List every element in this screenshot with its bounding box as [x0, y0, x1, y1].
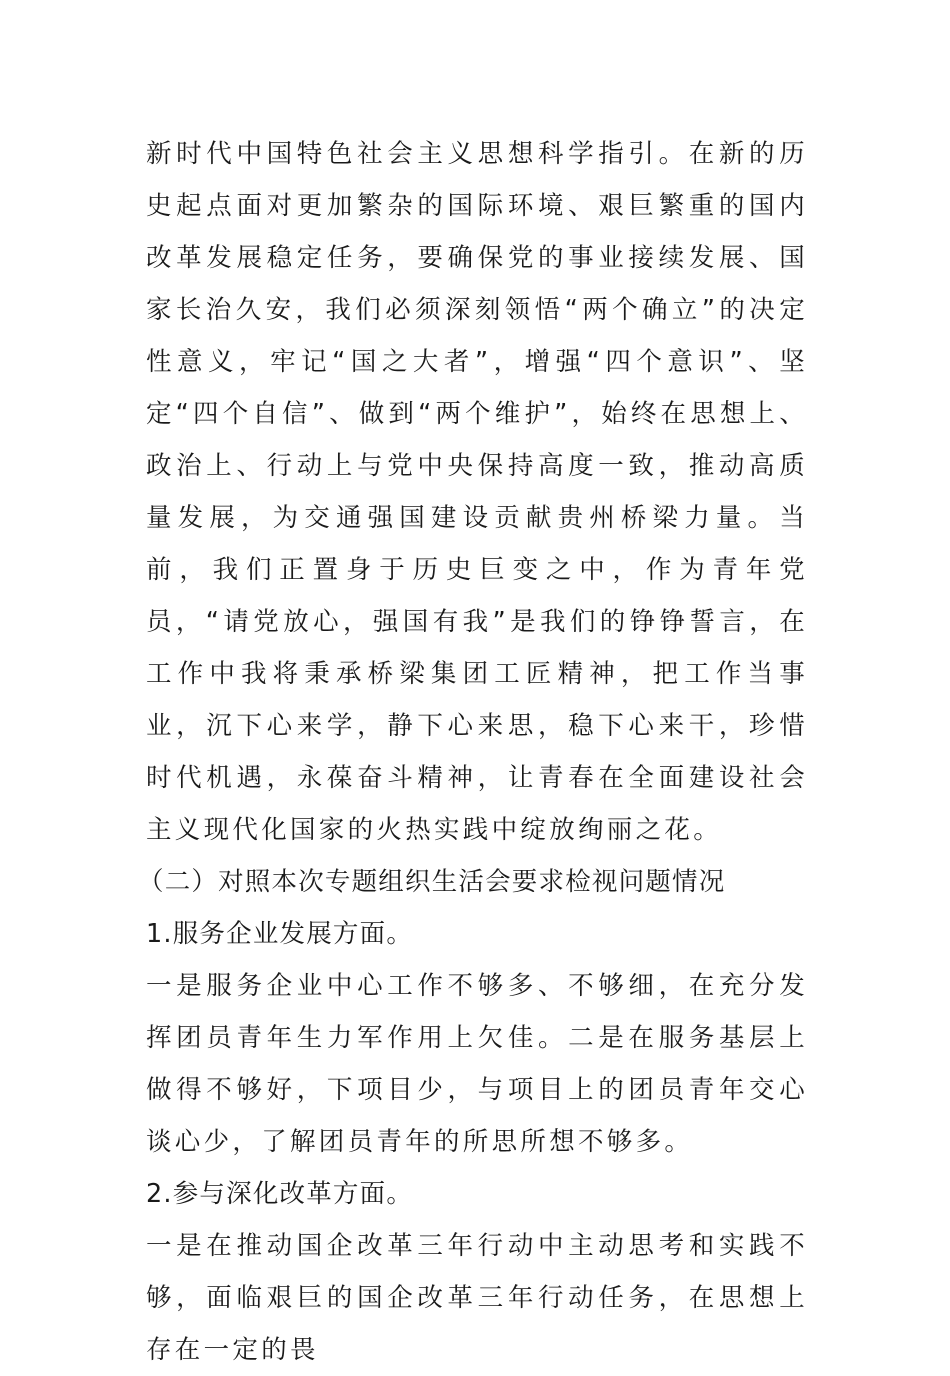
section-heading: （二）对照本次专题组织生活会要求检视问题情况 [138, 867, 726, 897]
item-title-reform: 2.参与深化改革方面。 [146, 1179, 414, 1209]
document-body [138, 128, 808, 1376]
body-paragraph: 新时代中国特色社会主义思想科学指引。在新的历史起点面对更加繁杂的国际环境、艰巨繁重的国内改革发展稳定任务，要确保党的事业接续发展、国家长治久安，我们必须深刻领悟“两个确立”的决定性意义，牢记“国之大者”，增强“四个意识”、坚定“四个自信”、做到“两个维护”，始终在思想上、政治上、行动上与党中央保持高度一致，推动高质量发展，为交通强国建设贡献贵州桥梁力量。当前，我们正置身于历史巨变之中，作为青年党员，“请党放心，强国有我”是我们的铮铮誓言，在工作中我将秉承桥梁集团工匠精神，把工作当事业，沉下心来学，静下心来思，稳下心来干，珍惜时代机遇，永葆奋斗精神，让青春在全面建设社会主义现代化国家的火热实践中绽放绚丽之花。 [146, 139, 808, 845]
item-body-reform: 一是在推动国企改革三年行动中主动思考和实践不够，面临艰巨的国企改革三年行动任务，在思想上存在一定的畏 [146, 1231, 808, 1365]
item-title-service: 1.服务企业发展方面。 [146, 919, 414, 949]
item-body-service: 一是服务企业中心工作不够多、不够细，在充分发挥团员青年生力军作用上欠佳。二是在服务基层上做得不够好，下项目少，与项目上的团员青年交心谈心少，了解团员青年的所思所想不够多。 [146, 971, 808, 1157]
